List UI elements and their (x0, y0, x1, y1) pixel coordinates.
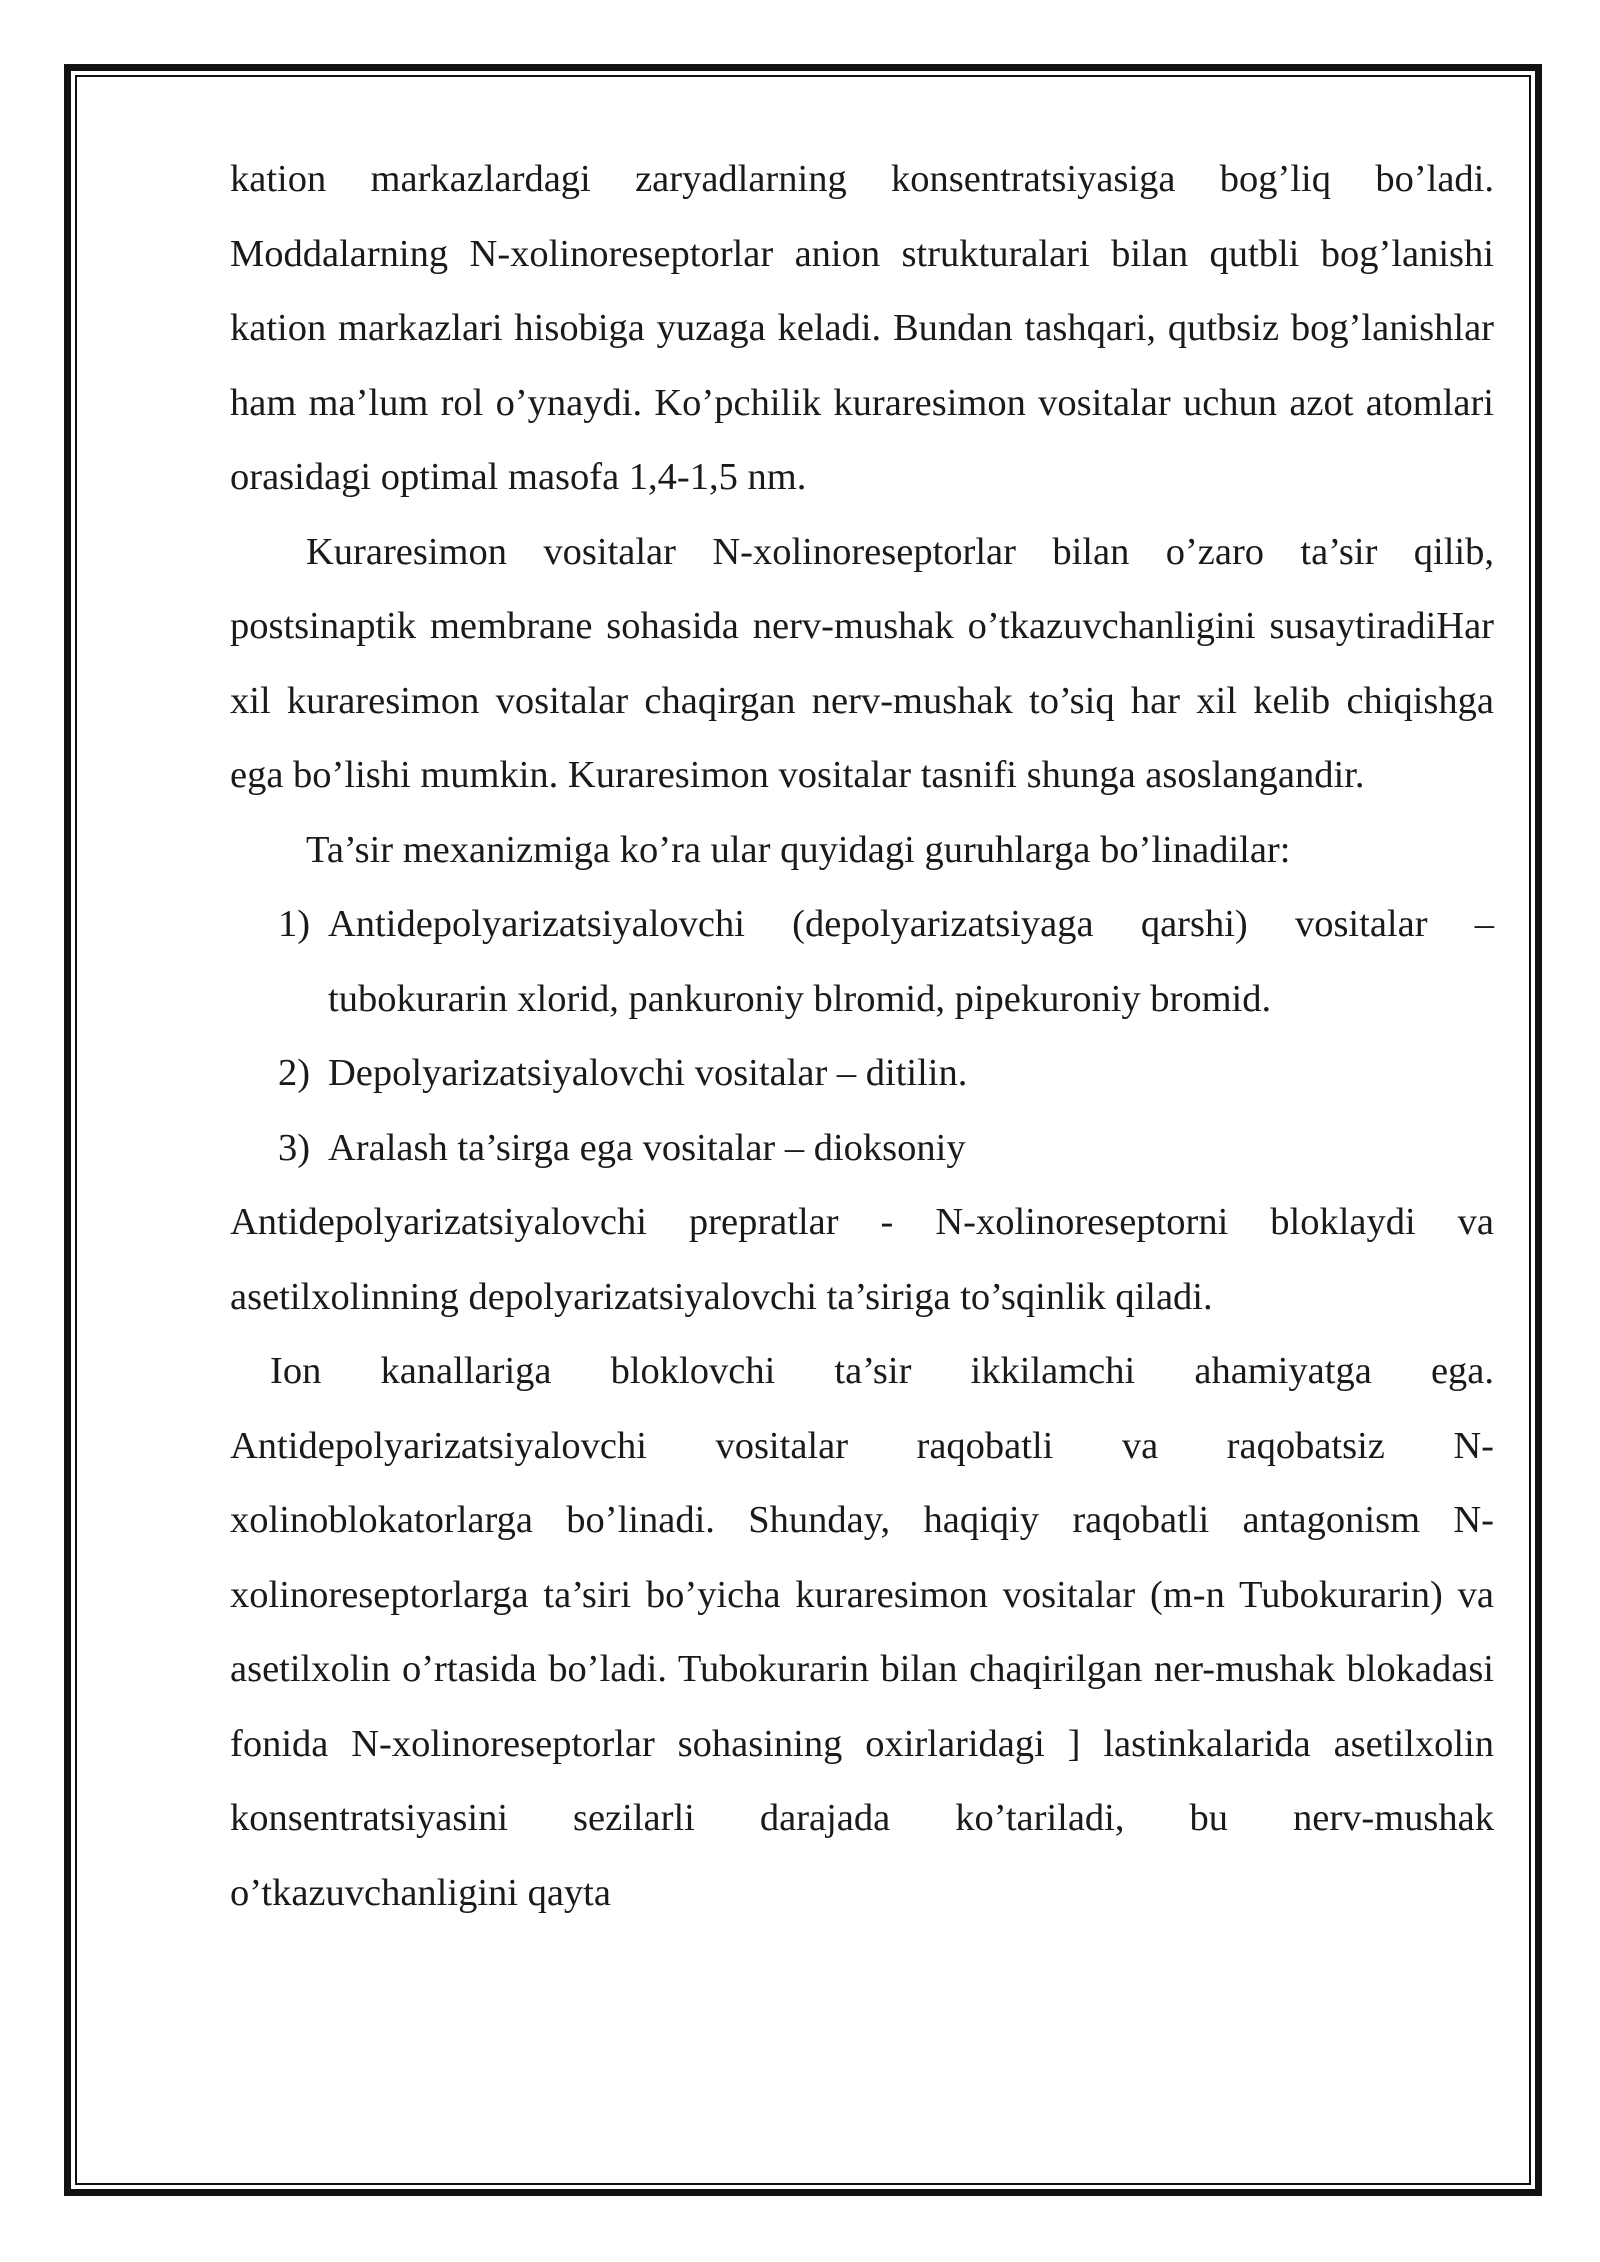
paragraph-4: Antidepolyarizatsiyalovchi prepratlar - N-xolinoreseptorni bloklaydi va asetilxolinning depolyarizatsiyalovchi ta’siriga to’sqinlik qiladi. (230, 1201, 1494, 1318)
list-item-text: Antidepolyarizatsiyalovchi (depolyarizatsiyaga qarshi) vositalar – tubokurarin xlorid, pankuroniy blromid, pipekuroniy bromid. (328, 903, 1494, 1020)
list-item-1 (230, 887, 1494, 1036)
paragraph-5: Ion kanallariga bloklovchi ta’sir ikkilamchi ahamiyatga ega. Antidepolyarizatsiyalovchi vositalar raqobatli va raqobatsiz N-xolinoblokatorlarga bo’linadi. Shunday, haqiqiy raqobatli antagonism N-xolinoreseptorlarga ta’siri bo’yicha kuraresimon vositalar (m-n Tubokurarin) va asetilxolin o’rtasida bo’ladi. Tubokurarin bilan chaqirilgan ner​-mushak blokadasi fonida N-xolinoreseptorlar sohasining oxirlaridagi ] lastinkalarida asetilxolin konsentratsiyasini sezilarli darajada ko’tariladi, bu nerv-mushak o’tkazuvchanligini qayta (230, 1350, 1494, 1914)
list-item-text: Depolyarizatsiyalovchi vositalar – ditilin. (328, 1052, 968, 1094)
list-item-text: Aralash ta’sirga ega vositalar – dioksoniy (328, 1126, 966, 1169)
paragraph-2: Kuraresimon vositalar N-xolinoreseptorlar bilan o’zaro ta’sir qilib, postsinaptik membrane sohasida nerv-mushak o’tkazuvchanligini susaytiradiHar xil kuraresimon vositalar chaqirgan nerv-mushak to’siq har xil kelib chiqishga ega bo’lishi mumkin. Kuraresimon vositalar tasnifi shunga asoslangandir. (230, 530, 1494, 796)
list-number: 3) (278, 1126, 311, 1169)
list-item-2 (230, 1036, 1494, 1111)
paragraph-1: kation markazlardagi zaryadlarning konsentratsiyasiga bog’liq bo’ladi. Moddalarning N-xolinoreseptorlar anion strukturalari bilan qutbli bog’lanishi kation markazlari hisobiga yuzaga keladi. Bundan tashqari, qutbsiz bog’lanishlar ham ma’lum rol o’ynaydi. Ko’pchilik kuraresimon vositalar uchun azot atomlari orasidagi optimal masofa 1,4-1,5 nm. (230, 158, 1494, 498)
list-item-3 (230, 1111, 1494, 1186)
list-number: 2) (278, 1052, 311, 1094)
paragraph-3: Ta’sir mexanizmiga ko’ra ular quyidagi guruhlarga bo’linadilar: (306, 828, 1291, 871)
document-body (230, 142, 1494, 1930)
list-number: 1) (278, 903, 311, 945)
